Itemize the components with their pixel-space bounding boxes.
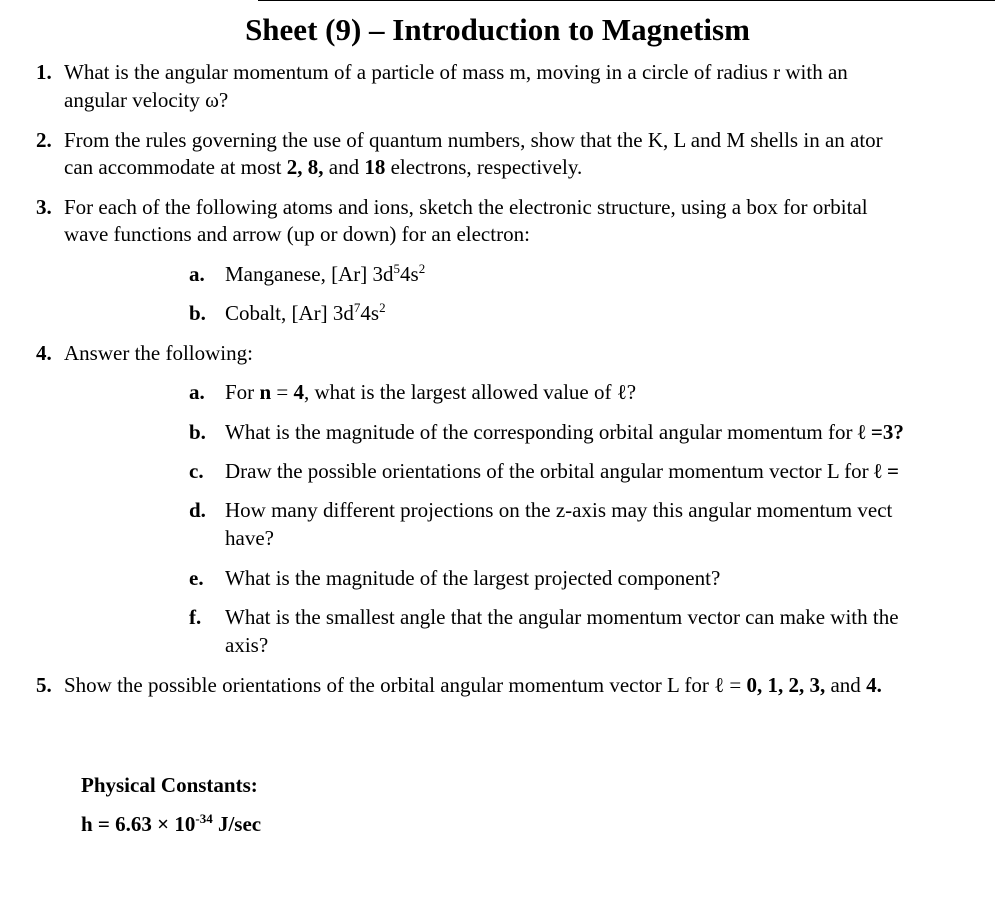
question-3a-letter: a. — [189, 262, 205, 286]
question-5-text: Show the possible orientations of the orbital angular momentum vector L for ℓ = 0, 1, 2, 3, and 4. — [64, 673, 882, 697]
question-1-number: 1. — [36, 60, 52, 84]
question-4d-line-1: How many different projections on the z-axis may this angular momentum vect — [225, 498, 893, 522]
question-4e-text: What is the magnitude of the largest projected component? — [225, 566, 721, 590]
question-4f-line-1: What is the smallest angle that the angular momentum vector can make with the — [225, 605, 899, 629]
question-4-number: 4. — [36, 341, 52, 365]
question-4d-letter: d. — [189, 498, 206, 522]
question-4f-letter: f. — [189, 605, 202, 629]
question-3b-letter: b. — [189, 301, 206, 325]
constants-heading: Physical Constants: — [81, 773, 258, 797]
question-3-line-2: wave functions and arrow (up or down) for an electron: — [64, 222, 530, 246]
question-4c-letter: c. — [189, 459, 204, 483]
question-2-line-2: can accommodate at most 2, 8, and 18 electrons, respectively. — [64, 155, 583, 179]
question-1-line-1: What is the angular momentum of a particle of mass m, moving in a circle of radius r with an — [64, 60, 848, 84]
question-2-number: 2. — [36, 128, 52, 152]
question-3a-text: Manganese, [Ar] $3d^54s^2$ — [225, 261, 426, 286]
question-4c-text: Draw the possible orientations of the orbital angular momentum vector L for ℓ = — [225, 459, 899, 483]
question-4f-line-2: axis? — [225, 633, 269, 657]
question-4d-line-2: have? — [225, 526, 274, 550]
question-4e-letter: e. — [189, 566, 204, 590]
top-rule — [258, 0, 995, 1]
question-4b-text: What is the magnitude of the corresponding orbital angular momentum for ℓ =3? — [225, 420, 904, 444]
question-3-number: 3. — [36, 195, 52, 219]
planck-constant: $h = 6.63 \times 10^{-34}$ J/sec — [81, 811, 262, 836]
question-4a-letter: a. — [189, 380, 205, 404]
question-3-line-1: For each of the following atoms and ions, sketch the electronic structure, using a box for orbital — [64, 195, 868, 219]
question-4a-text: For n = 4, what is the largest allowed value of ℓ? — [225, 380, 637, 404]
question-4b-letter: b. — [189, 420, 206, 444]
question-5-number: 5. — [36, 673, 52, 697]
question-2-line-1: From the rules governing the use of quantum numbers, show that the K, L and M shells in an ator — [64, 128, 883, 152]
question-1-line-2: angular velocity ω? — [64, 88, 229, 112]
question-4-intro: Answer the following: — [64, 341, 253, 365]
page-title: Sheet (9) – Introduction to Magnetism — [245, 12, 750, 47]
question-3b-text: Cobalt, [Ar] $3d^74s^2$ — [225, 300, 386, 325]
